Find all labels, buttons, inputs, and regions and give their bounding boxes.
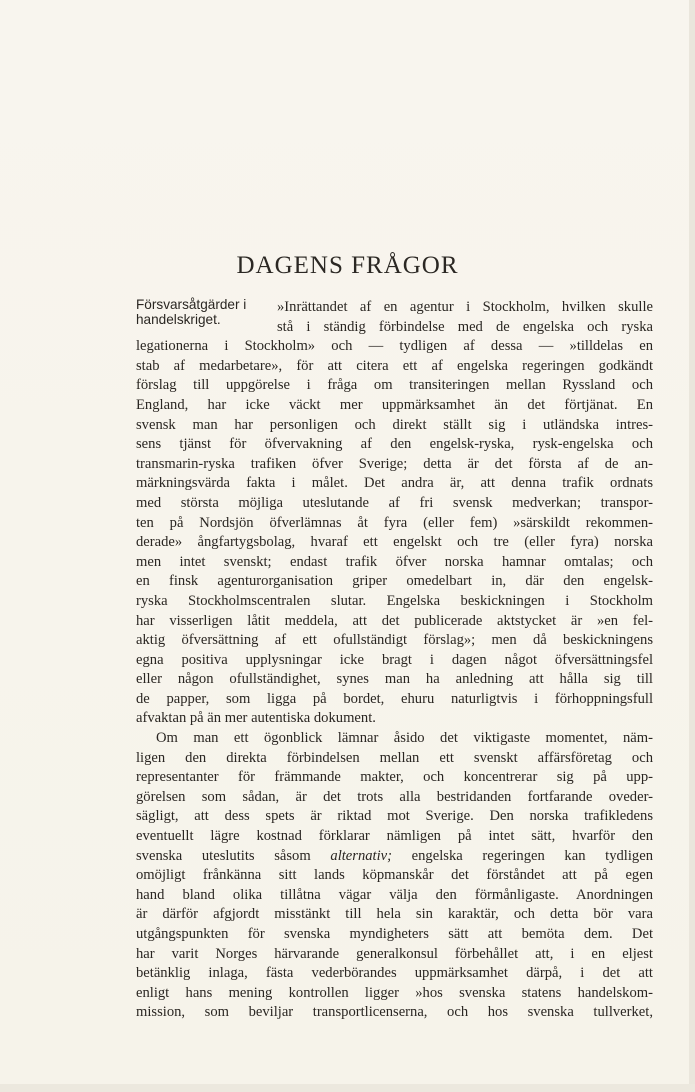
text-line: ryska Stockholmscentralen slutar. Engelska beskickningen i Stockholm bbox=[136, 592, 653, 609]
text-line: sägligt, att dess spets är riktad mot Sverige. Den norska trafikledens bbox=[136, 808, 653, 825]
text-line: afvaktan på än mer autentiska dokument. bbox=[136, 710, 376, 727]
text-line: eventuellt lägre kostnad förklarar nämligen på intet sätt, hvarför den bbox=[136, 828, 653, 845]
text-line: ligen den direkta förbindelsen mellan ett svenskt affärsföretag och bbox=[136, 749, 653, 766]
page-title: DAGENS FRÅGOR bbox=[236, 252, 459, 279]
paragraph-1 bbox=[136, 298, 653, 729]
text-line: förslag till uppgörelse i fråga om transiteringen mellan Ryssland och bbox=[136, 377, 653, 394]
text-line: mission, som beviljar transportlicenserna, och hos svenska tullverket, bbox=[136, 1004, 653, 1021]
text-line: enligt hans mening kontrollen ligger »hos svenska statens handelskom- bbox=[136, 984, 653, 1001]
italic-word: alternativ; bbox=[330, 847, 392, 864]
text-line: derade» ångfartygsbolag, hvaraf ett engelskt och tre (eller fyra) norska bbox=[136, 534, 653, 551]
text-line: England, har icke väckt mer uppmärksamhet än det förtjänat. En bbox=[136, 396, 653, 413]
text-line: egna positiva upplysningar icke bragt i dagen något öfversättningsfel bbox=[136, 651, 653, 668]
text-line: märkningsvärda fakta i målet. Det andra är, att denna trafik ordnats bbox=[136, 475, 653, 492]
text-line: en finsk agenturorganisation griper omedelbart in, där den engelsk- bbox=[136, 573, 653, 590]
text-line: ten på Nordsjön öfverlämnas åt fyra (eller fem) »särskildt rekommen- bbox=[136, 514, 653, 531]
text-line: legationerna i Stockholm» och — tydligen af dessa — »tilldelas en bbox=[136, 338, 653, 355]
text-line: hand bland olika tillåtna vägar välja den förmånligaste. Anordningen bbox=[136, 886, 653, 903]
text-line: utgångspunkten för svenska myndigheters sätt att bemöta dem. Det bbox=[136, 926, 653, 942]
article-text bbox=[136, 298, 653, 1023]
text-line: svensk man har personligen och direkt ställt sig i utländska intres- bbox=[136, 416, 653, 433]
page-bottom-edge bbox=[0, 1084, 695, 1092]
side-heading: Försvarsåtgärder i handelskriget. bbox=[136, 297, 247, 327]
text-line: har visserligen låtit meddela, att det publicerade aktstycket är »en fel- bbox=[136, 612, 653, 629]
text-line: är därför afgjordt misstänkt till hela sin karaktär, och detta bör vara bbox=[136, 906, 653, 923]
text-line: transmarin-ryska trafiken öfver Sverige; detta är det första af de an- bbox=[136, 455, 653, 472]
text-line: stab af medarbetare», för att citera ett af engelska regeringen godkändt bbox=[136, 357, 653, 374]
article-body bbox=[136, 298, 653, 1023]
text-line: har varit Norges härvarande generalkonsul förbehållet att, i en eljest bbox=[136, 945, 653, 962]
text-line: görelsen som sådan, är det trots alla bestridanden fortfarande oveder- bbox=[136, 788, 653, 805]
text-line-with-italic bbox=[136, 847, 653, 867]
text-line: representanter för främmande makter, och koncentrerar sig på upp- bbox=[136, 769, 653, 786]
text-line: stå i ständig förbindelse med de engelska och ryska bbox=[277, 318, 653, 335]
text-line: betänklig inlaga, fästa vederbörandes uppmärksamhet därpå, i det att bbox=[136, 965, 653, 982]
text-fragment: engelska regeringen kan tydligen bbox=[392, 847, 653, 864]
paragraph-2 bbox=[136, 729, 653, 1023]
text-line: aktig öfversättning af ett ofullständigt förslag»; men då beskickningens bbox=[136, 632, 653, 649]
text-line: Om man ett ögonblick lämnar åsido det viktigaste momentet, näm- bbox=[156, 730, 653, 747]
text-line: sens tjänst för öfvervakning af den engelsk-ryska, rysk-engelska och bbox=[136, 436, 653, 453]
text-line: men intet svenskt; endast trafik öfver norska hamnar omtalas; och bbox=[136, 553, 653, 570]
text-line: omöjligt frånkänna sitt lands köpmanskår det förståndet att på egen bbox=[136, 867, 653, 884]
text-fragment: svenska uteslutits såsom bbox=[136, 847, 311, 864]
text-line: »Inrättandet af en agentur i Stockholm, hvilken skulle bbox=[277, 299, 653, 315]
text-line: eller någon ofullständighet, synes man ha anledning att hålla sig till bbox=[136, 671, 653, 688]
text-line: de papper, som ligga på bordet, ehuru naturligtvis i förhoppningsfull bbox=[136, 690, 653, 707]
page-edge-shadow bbox=[689, 0, 695, 1092]
text-line: med största möjliga uteslutande af fri svensk medverkan; transpor- bbox=[136, 494, 653, 511]
